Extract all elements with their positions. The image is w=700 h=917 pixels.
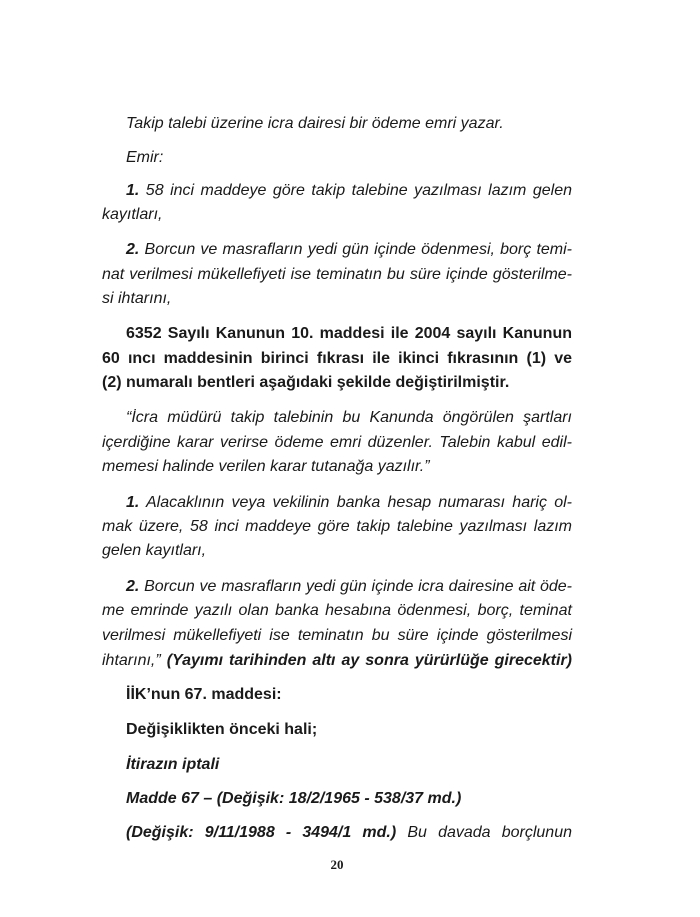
text-line	[102, 431, 572, 455]
text-run: ihtarını,”	[102, 652, 167, 669]
text-line	[102, 263, 572, 287]
text-line	[126, 146, 572, 170]
text-line	[126, 179, 572, 203]
text-line	[126, 753, 572, 777]
text-line	[126, 787, 572, 811]
page-number: 20	[330, 857, 344, 872]
text-line	[102, 371, 572, 395]
text-run: “İcra müdürü takip talebinin bu Kanunda öngörülen şartları	[126, 409, 572, 426]
text-run: Madde 67 – (Değişik: 18/2/1965 - 538/37 md.)	[126, 790, 462, 807]
text-run: 2.	[126, 241, 140, 258]
text-run: Bu davada borçlunun	[396, 824, 573, 841]
text-run: İİK’nun 67. maddesi:	[126, 686, 282, 703]
text-run: içerdiğine karar verirse ödeme emri düzenler. Talebin kabul edil-	[102, 434, 572, 451]
text-line	[102, 649, 572, 673]
text-line	[126, 322, 572, 346]
text-run: gelen kayıtları,	[102, 542, 207, 559]
text-run: 1.	[126, 182, 140, 199]
text-line	[126, 112, 572, 136]
text-run: Emir:	[126, 149, 164, 166]
text-run: İtirazın iptali	[126, 756, 220, 773]
text-run: Borcun ve masrafların yedi gün içinde ödenmesi, borç temi-	[139, 241, 572, 258]
text-run: kayıtları,	[102, 206, 163, 223]
text-run: (2) numaralı bentleri aşağıdaki şekilde değiştirilmiştir.	[102, 374, 510, 391]
text-line	[102, 539, 572, 563]
text-line	[102, 455, 572, 479]
text-line	[126, 718, 572, 742]
text-run: si ihtarını,	[102, 290, 172, 307]
text-run: mak üzere, 58 inci maddeye göre takip talebine yazılması lazım	[102, 518, 572, 535]
text-line	[126, 406, 572, 430]
text-run: 6352 Sayılı Kanunun 10. maddesi ile 2004 sayılı Kanunun	[126, 325, 572, 342]
text-line	[126, 683, 572, 707]
text-run: verilmesi mükellefiyeti ise teminatın bu süre içinde gösterilmesi	[102, 627, 572, 644]
text-line	[126, 575, 572, 599]
text-run: (Yayımı tarihinden altı ay sonra yürürlüğe girecektir)	[166, 652, 573, 669]
text-line	[126, 238, 572, 262]
text-line	[102, 287, 572, 311]
text-run: memesi halinde verilen karar tutanağa yazılır.”	[102, 458, 430, 475]
text-run: 1.	[126, 494, 140, 511]
text-run: Takip talebi üzerine icra dairesi bir ödeme emri yazar.	[126, 115, 504, 132]
text-line	[102, 624, 572, 648]
text-line	[102, 515, 572, 539]
text-run: Borcun ve masrafların yedi gün içinde icra dairesine ait öde-	[139, 578, 572, 595]
text-run: Alacaklının veya vekilinin banka hesap numarası hariç ol-	[139, 494, 572, 511]
text-run: me emrinde yazılı olan banka hesabına ödenmesi, borç, teminat	[102, 602, 572, 619]
text-line	[102, 599, 572, 623]
text-line	[102, 347, 572, 371]
text-line	[102, 203, 572, 227]
text-run: 60 ıncı maddesinin birinci fıkrası ile ikinci fıkrasının (1) ve	[102, 350, 572, 367]
text-line	[126, 491, 572, 515]
text-run: 2.	[126, 578, 140, 595]
text-line	[126, 821, 572, 845]
text-run: 58 inci maddeye göre takip talebine yazılması lazım gelen	[139, 182, 572, 199]
text-run: nat verilmesi mükellefiyeti ise teminatın bu süre içinde gösterilme-	[102, 266, 572, 283]
text-run: Değişiklikten önceki hali;	[126, 721, 318, 738]
text-run: (Değişik: 9/11/1988 - 3494/1 md.)	[126, 824, 397, 841]
